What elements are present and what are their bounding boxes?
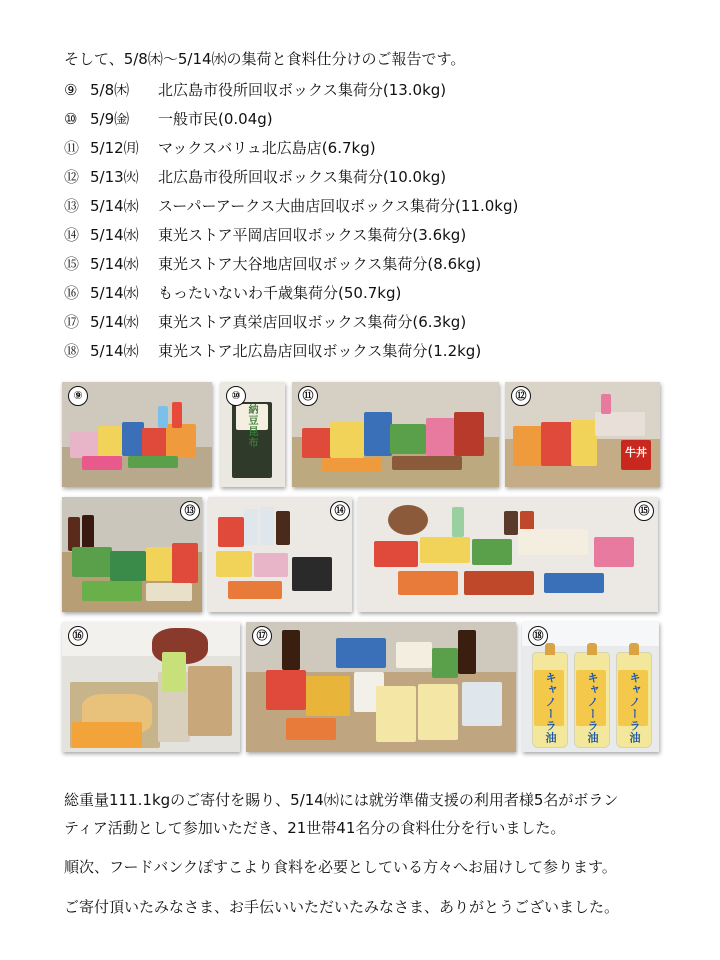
- entry-date: 5/14㈬: [90, 342, 139, 360]
- photo-18: [522, 622, 659, 752]
- entry-text: 東光ストア大谷地店回収ボックス集荷分(8.6kg): [158, 255, 482, 273]
- photo-number-badge: ⑩: [226, 386, 246, 406]
- entry-text: マックスバリュ北広島店(6.7kg): [158, 139, 376, 157]
- entry-date: 5/9㈮: [90, 110, 130, 128]
- entry-number: ⑯: [64, 284, 80, 302]
- summary-line: 総重量111.1kgのご寄付を賜り、5/14㈬には就労準備支援の利用者様5名がボラン: [64, 791, 619, 809]
- photo-9: [62, 382, 212, 487]
- intro-text: そして、5/8㈭～5/14㈬の集荷と食料仕分けのご報告です。: [64, 50, 466, 68]
- list-item: [64, 76, 518, 105]
- bottle-label: キャノーラ油: [544, 672, 557, 744]
- entry-text: もったいないわ千歳集荷分(50.7kg): [158, 284, 402, 302]
- list-item: [64, 192, 518, 221]
- entry-text: 北広島市役所回収ボックス集荷分(10.0kg): [158, 168, 447, 186]
- delivery-paragraph: 順次、フードバンクぽすこより食料を必要としている方々へお届けして参ります。: [64, 858, 617, 876]
- entry-number: ⑭: [64, 226, 80, 244]
- photo-13: [62, 497, 202, 612]
- entry-text: スーパーアークス大曲店回収ボックス集荷分(11.0kg): [158, 197, 519, 215]
- photo-17: [246, 622, 516, 752]
- package-label: 納豆昆布: [246, 404, 257, 448]
- photo-number-badge: ⑨: [68, 386, 88, 406]
- list-item: [64, 134, 518, 163]
- summary-paragraph: [64, 786, 618, 842]
- list-item: [64, 337, 518, 366]
- photo-16: [62, 622, 240, 752]
- entry-number: ⑬: [64, 197, 80, 215]
- thanks-paragraph: ご寄付頂いたみなさま、お手伝いいただいたみなさま、ありがとうございました。: [64, 898, 620, 916]
- summary-line: ティア活動として参加いただき、21世帯41名分の食料仕分を行いました。: [64, 819, 566, 837]
- entry-text: 東光ストア真栄店回収ボックス集荷分(6.3kg): [158, 313, 467, 331]
- entry-date: 5/12㈪: [90, 139, 139, 157]
- entry-date: 5/14㈬: [90, 197, 139, 215]
- entry-date: 5/14㈬: [90, 255, 139, 273]
- photo-number-badge: ⑪: [298, 386, 318, 406]
- photo-number-badge: ⑫: [511, 386, 531, 406]
- photo-number-badge: ⑰: [252, 626, 272, 646]
- photo-number-badge: ⑯: [68, 626, 88, 646]
- photo-14: [208, 497, 352, 612]
- photo-number-badge: ⑭: [330, 501, 350, 521]
- entry-number: ⑪: [64, 139, 80, 157]
- entry-number: ⑰: [64, 313, 80, 331]
- list-item: [64, 250, 518, 279]
- list-item: [64, 308, 518, 337]
- package-label: 牛丼: [625, 446, 647, 459]
- list-item: [64, 105, 518, 134]
- entry-text: 北広島市役所回収ボックス集荷分(13.0kg): [158, 81, 447, 99]
- photo-15: [358, 497, 658, 612]
- collection-list: [64, 76, 518, 366]
- entry-number: ⑱: [64, 342, 80, 360]
- entry-date: 5/13㈫: [90, 168, 139, 186]
- entry-number: ⑫: [64, 168, 80, 186]
- photo-11: [292, 382, 499, 487]
- entry-date: 5/8㈭: [90, 81, 130, 99]
- list-item: [64, 163, 518, 192]
- entry-number: ⑮: [64, 255, 80, 273]
- photo-10: [220, 382, 285, 487]
- entry-text: 東光ストア北広島店回収ボックス集荷分(1.2kg): [158, 342, 482, 360]
- entry-date: 5/14㈬: [90, 226, 139, 244]
- entry-date: 5/14㈬: [90, 284, 139, 302]
- entry-text: 東光ストア平岡店回収ボックス集荷分(3.6kg): [158, 226, 467, 244]
- list-item: [64, 221, 518, 250]
- bottle-label: キャノーラ油: [586, 672, 599, 744]
- list-item: [64, 279, 518, 308]
- entry-number: ⑨: [64, 81, 78, 99]
- entry-number: ⑩: [64, 110, 78, 128]
- photo-number-badge: ⑮: [634, 501, 654, 521]
- photo-12: [505, 382, 660, 487]
- entry-date: 5/14㈬: [90, 313, 139, 331]
- photo-number-badge: ⑬: [180, 501, 200, 521]
- photo-number-badge: ⑱: [528, 626, 548, 646]
- bottle-label: キャノーラ油: [628, 672, 641, 744]
- entry-text: 一般市民(0.04g): [158, 110, 273, 128]
